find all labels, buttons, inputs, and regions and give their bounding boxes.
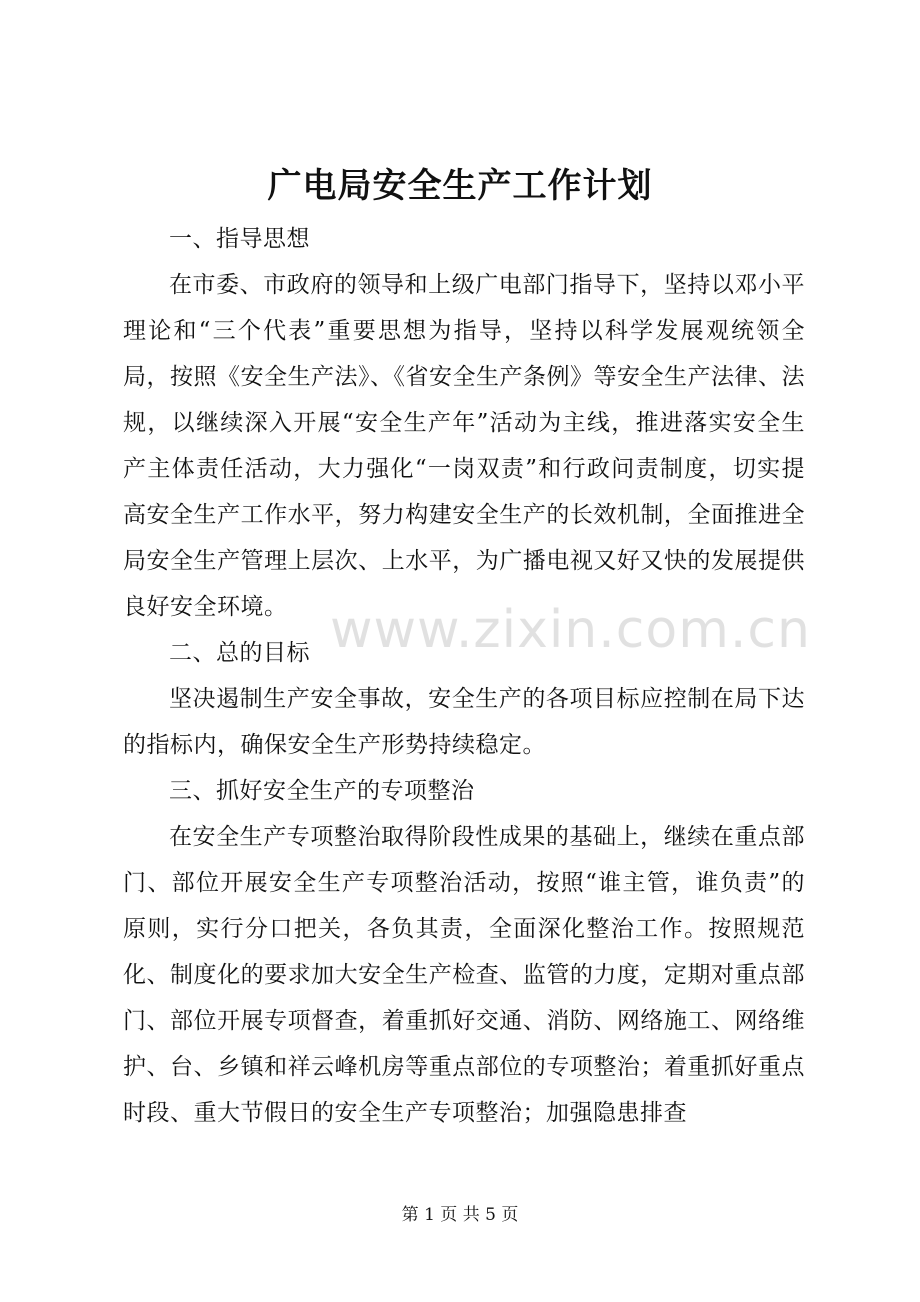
document-title: 广电局安全生产工作计划 [267, 166, 653, 206]
watermark: www.zixin.com.cn [330, 600, 811, 660]
paragraph-special-rectification: 在安全生产专项整治取得阶段性成果的基础上，继续在重点部门、部位开展安全生产专项整治活动，按照“谁主管，谁负责”的原则，实行分口把关，各负其责，全面深化整治工作。按照规范化、制度化的要求加大安全生产检查、监管的力度，定期对重点部门、部位开展专项督查，着重抓好交通、消防、网络施工、网络维护、台、乡镇和祥云峰机房等重点部位的专项整治；着重抓好重点时段、重大节假日的安全生产专项整治；加强隐患排查 [123, 824, 805, 1126]
heading-guiding-ideology: 一、指导思想 [169, 226, 310, 252]
paragraph-overall-goal: 坚决遏制生产安全事故，安全生产的各项目标应控制在局下达的指标内，确保安全生产形势持续稳定。 [123, 686, 805, 758]
heading-overall-goal: 二、总的目标 [169, 640, 310, 666]
heading-special-rectification: 三、抓好安全生产的专项整治 [169, 778, 475, 804]
paragraph-guiding-ideology: 在市委、市政府的领导和上级广电部门指导下，坚持以邓小平理论和“三个代表”重要思想为指导，坚持以科学发展观统领全局，按照《安全生产法》、《省安全生产条例》等安全生产法律、法规，以继续深入开展“安全生产年”活动为主线，推进落实安全生产主体责任活动，大力强化“一岗双责”和行政问责制度，切实提高安全生产工作水平，努力构建安全生产的长效机制，全面推进全局安全生产管理上层次、上水平，为广播电视又好又快的发展提供良好安全环境。 [123, 272, 805, 620]
document-body [123, 216, 805, 1136]
page-footer: 第 1 页 共 5 页 [401, 1205, 519, 1225]
